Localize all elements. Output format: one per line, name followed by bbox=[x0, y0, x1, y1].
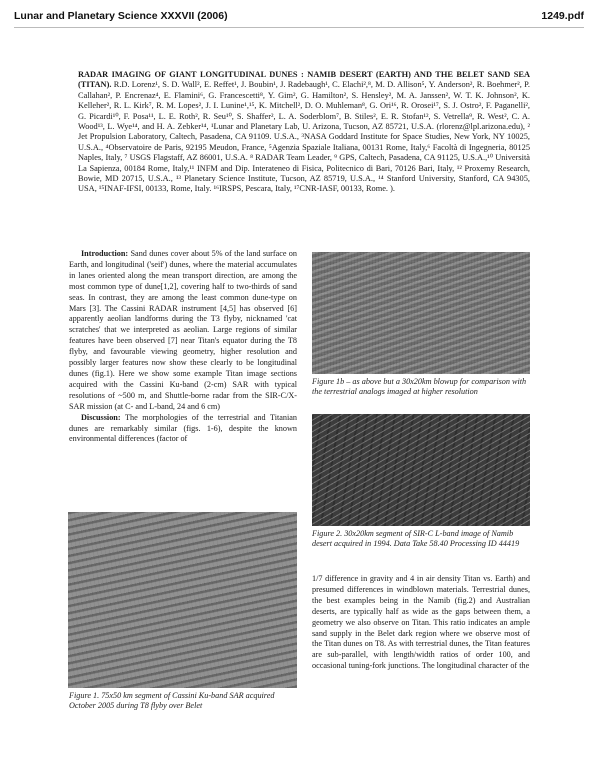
body-column-right: 1/7 difference in gravity and 4 in air density Titan vs. Earth) and presumed differences in windblown materials. Terrestrial dunes, the best examples being in the Namib (fig.2) and Australian deserts, are typically half as wide as the gaps between them, a geometry we also observe on Titan. This ratio indicates an ample sand supply in the Belet dark region where we observe most of the Titan dunes on T8. As with terrestrial dunes, the Titan features are sub-parallel, with length/width ratios of order 100, and occasional tuning-fork junctions. The longitudinal character of the bbox=[312, 574, 530, 671]
figure-1-caption: Figure 1. 75x50 km segment of Cassini Ku-band SAR acquired October 2005 during T8 flyby over Belet bbox=[69, 691, 275, 711]
paper-title: RADAR IMAGING OF GIANT LONGITUDINAL DUNES : NAMIB DESERT (EARTH) AND THE BELET SAND SEA (TITAN). bbox=[78, 70, 530, 90]
figure-1-titan-sar-image bbox=[68, 512, 297, 688]
authors-affiliations: R.D. Lorenz¹, S. D. Wall², E. Reffet¹, J. Boubin¹, J. Radebaugh¹, C. Elachi²,⁸, M. D. Allison⁵, Y. Anderson², R. Boehmer², P. Callahan², P. Encrenaz⁴, E. Flamini⁶, G. Francescetti⁸, Y. Gim², G. Hamilton², S. Hensley², M. A. Janssen², W. T. K. Johnson², K. Kelleher², R. L. Kirk⁷, R. M. Lopes², J. I. Lunine¹,¹⁵, K. Mitchell², D. O. Muhleman⁸, G. Ori¹⁶, R. Orosei¹⁷, S. J. Ostro², F. Paganelli², G. Picardi¹⁰, F. Posa¹¹, L. E. Roth², R. Seu¹⁰, S. Shaffer², L. A. Soderblom⁷, B. Stiles², E. R. Stofan¹², S. Vetrella⁹, R. West², C. A. Wood¹³, L. Wye¹⁴, and H. A. Zebker¹⁴, ¹Lunar and Planetary Lab, U. Arizona, Tucson, AZ 85721, U.S.A. (rlorenz@lpl.arizona.edu), ² Jet Propulsion Laboratory, Caltech, Pasadena, CA 91109. U.S.A., ³NASA Goddard Institute for Space Studies, New York, NY 10025, U.S.A., ⁴Observatoire de Paris, 92195 Meudon, France, ⁵Agenzia Spaziale Italiana, 00131 Rome, Italy,⁶ Facoltà di Ingegneria, 80125 Naples, Italy, ⁷ USGS Flagstaff, AZ 86001, U.S.A. ⁸ RADAR Team Leader, ⁹ GPS, Caltech, Pasadena, CA 91125, U.S.A.,¹⁰ Università La Sapienza, 00184 Rome, Italy,¹¹ INFM and Dip. Interateneo di Fisica, Politecnico di Bari, 70126 Bari, Italy, ¹² Proxemy Research, Bowie, MD 20715, U.S.A., ¹³ Planetary Science Institute, Tucson, AZ 85719, U.S.A., ¹⁴ Stanford University, Stanford, CA 94305, USA, ¹⁵INAF-IFSI, 00133, Rome, Italy. ¹⁶IRSPS, Pescara, Italy, ¹⁷CNR-IASF, 00133, Rome. ). bbox=[78, 80, 530, 194]
intro-heading: Introduction: bbox=[81, 249, 129, 258]
figure-2-caption: Figure 2. 30x20km segment of SIR-C L-band image of Namib desert acquired in 1994. Data Take 58.40 Processing ID 44419 bbox=[312, 529, 520, 549]
body-column-left bbox=[69, 249, 297, 445]
running-header-title: Lunar and Planetary Science XXXVII (2006) bbox=[14, 10, 228, 22]
figure-2-namib-image bbox=[312, 414, 530, 526]
title-block bbox=[78, 70, 530, 195]
figure-1b-radar-image bbox=[312, 252, 530, 374]
discussion-text: The morphologies of the terrestrial and Titanian dunes are remarkably similar (figs. 1-6), despite the known environmental differences (factor of bbox=[69, 412, 297, 444]
discussion-heading: Discussion: bbox=[81, 412, 121, 422]
intro-text: Sand dunes cover about 5% of the land surface on Earth, and longitudinal ('seif') dunes, where the material accumulates in lanes oriented along the mean transport direction, are among the most common type of dune[1,2], covering half to two-thirds of sand seas. In contrast, they are among the least common dune-type on Mars [3]. The Cassini RADAR instrument [4,5] has observed [6] apparently aeolian landforms during the T3 flyby, nicknamed 'cat scratches' that we interpreted as aeolian. Large regions of similar features have been observed [7] near Titan's equator during the T8 flyby, and favourable viewing geometry, higher resolution and possibly larger features now show these clearly to be longitudinal dunes (fig.1). Here we show some example Titan image sections acquired with the Cassini Ku-band (2-cm) SAR with typical resolutions of ~500 m, and Shuttle-borne radar from the SIR-C/X-SAR mission (at C- and L-band, 24 and 6 cm) bbox=[69, 249, 297, 411]
pdf-id: 1249.pdf bbox=[541, 10, 584, 22]
figure-1b-caption: Figure 1b – as above but a 30x20km blowup for comparison with the terrestrial analogs imaged at higher resolution bbox=[312, 377, 527, 397]
header-divider bbox=[14, 27, 584, 28]
